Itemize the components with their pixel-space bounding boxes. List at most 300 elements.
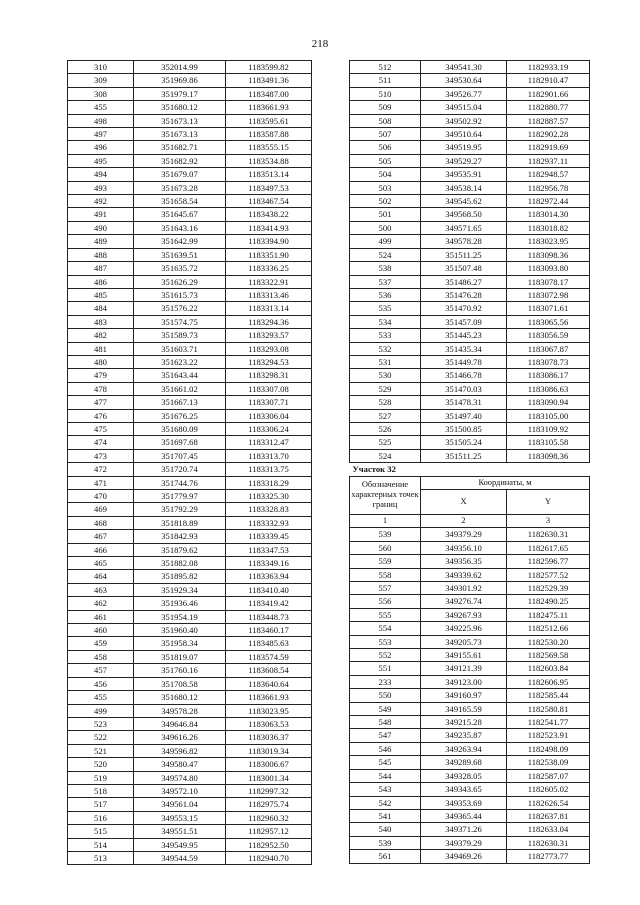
point-number-cell: 528 bbox=[350, 396, 421, 409]
coord-y-cell: 1183318.29 bbox=[226, 476, 312, 489]
table-row bbox=[68, 168, 312, 181]
point-number-cell: 465 bbox=[68, 557, 134, 570]
point-number-cell: 489 bbox=[68, 235, 134, 248]
coord-x-cell: 351936.46 bbox=[134, 597, 226, 610]
coord-x-cell: 351505.24 bbox=[421, 436, 507, 449]
coord-x-cell: 351476.28 bbox=[421, 288, 507, 301]
table-row bbox=[68, 74, 312, 87]
coord-x-cell: 351511.25 bbox=[421, 449, 507, 462]
coord-x-cell: 351667.13 bbox=[134, 396, 226, 409]
coord-y-cell: 1182960.32 bbox=[226, 811, 312, 824]
point-number-cell: 487 bbox=[68, 262, 134, 275]
table-row bbox=[68, 288, 312, 301]
coord-y-cell: 1182902.28 bbox=[507, 128, 590, 141]
table-row bbox=[68, 691, 312, 704]
coord-y-cell: 1182585.44 bbox=[507, 689, 590, 702]
coord-y-cell: 1182880.77 bbox=[507, 101, 590, 114]
table-row bbox=[350, 87, 590, 100]
point-number-cell: 482 bbox=[68, 329, 134, 342]
table-row bbox=[68, 851, 312, 864]
table-row bbox=[350, 61, 590, 74]
coord-y-cell: 1183574.59 bbox=[226, 650, 312, 663]
table-row bbox=[350, 783, 590, 796]
point-number-cell: 497 bbox=[68, 128, 134, 141]
header-num-2: 2 bbox=[421, 514, 507, 527]
table-row bbox=[350, 422, 590, 435]
coord-y-cell: 1183098.36 bbox=[507, 248, 590, 261]
point-number-cell: 547 bbox=[350, 729, 421, 742]
point-number-cell: 526 bbox=[350, 422, 421, 435]
point-number-cell: 310 bbox=[68, 61, 134, 74]
table-row bbox=[350, 329, 590, 342]
table-row bbox=[68, 664, 312, 677]
coord-x-cell: 351792.29 bbox=[134, 503, 226, 516]
coord-x-cell: 351445.23 bbox=[421, 329, 507, 342]
table-row bbox=[350, 101, 590, 114]
coord-y-cell: 1182887.57 bbox=[507, 114, 590, 127]
coord-y-cell: 1182596.77 bbox=[507, 555, 590, 568]
point-number-cell: 530 bbox=[350, 369, 421, 382]
point-number-cell: 478 bbox=[68, 382, 134, 395]
table-row bbox=[68, 449, 312, 462]
coord-x-cell: 351623.22 bbox=[134, 355, 226, 368]
point-number-cell: 553 bbox=[350, 635, 421, 648]
coord-x-cell: 351576.22 bbox=[134, 302, 226, 315]
table-row bbox=[350, 235, 590, 248]
coord-y-cell: 1183307.71 bbox=[226, 396, 312, 409]
point-number-cell: 549 bbox=[350, 702, 421, 715]
coord-y-cell: 1182569.58 bbox=[507, 649, 590, 662]
table-row bbox=[68, 758, 312, 771]
table-row bbox=[68, 503, 312, 516]
coord-y-cell: 1183661.93 bbox=[226, 691, 312, 704]
point-number-cell: 462 bbox=[68, 597, 134, 610]
table-row bbox=[68, 677, 312, 690]
coord-y-cell: 1183306.24 bbox=[226, 422, 312, 435]
coord-x-cell: 349263.94 bbox=[421, 742, 507, 755]
coord-x-cell: 351818.89 bbox=[134, 516, 226, 529]
point-number-cell: 503 bbox=[350, 181, 421, 194]
coord-y-cell: 1182587.07 bbox=[507, 769, 590, 782]
table-row bbox=[68, 181, 312, 194]
coord-x-cell: 349596.82 bbox=[134, 744, 226, 757]
coord-y-cell: 1182606.95 bbox=[507, 675, 590, 688]
coord-x-cell: 349572.10 bbox=[134, 784, 226, 797]
point-number-cell: 233 bbox=[350, 675, 421, 688]
coord-x-cell: 349371.26 bbox=[421, 823, 507, 836]
coord-x-cell: 349165.59 bbox=[421, 702, 507, 715]
coord-x-cell: 349356.35 bbox=[421, 555, 507, 568]
point-number-cell: 481 bbox=[68, 342, 134, 355]
table-row bbox=[68, 798, 312, 811]
coord-x-cell: 349551.51 bbox=[134, 825, 226, 838]
coord-y-cell: 1183322.91 bbox=[226, 275, 312, 288]
table-row bbox=[350, 608, 590, 621]
table-row bbox=[350, 769, 590, 782]
point-number-cell: 467 bbox=[68, 530, 134, 543]
coord-x-cell: 349578.28 bbox=[134, 704, 226, 717]
table-row bbox=[68, 141, 312, 154]
coord-x-cell: 349578.28 bbox=[421, 235, 507, 248]
coord-y-cell: 1182956.78 bbox=[507, 181, 590, 194]
coord-y-cell: 1183093.80 bbox=[507, 262, 590, 275]
point-number-cell: 529 bbox=[350, 382, 421, 395]
point-number-cell: 534 bbox=[350, 315, 421, 328]
table-row bbox=[350, 541, 590, 554]
table-row bbox=[68, 597, 312, 610]
table-row bbox=[68, 490, 312, 503]
table-row bbox=[68, 650, 312, 663]
header-x: X bbox=[421, 489, 507, 514]
coord-x-cell: 351697.68 bbox=[134, 436, 226, 449]
coord-y-cell: 1183071.61 bbox=[507, 302, 590, 315]
coord-y-cell: 1183351.90 bbox=[226, 248, 312, 261]
point-number-cell: 490 bbox=[68, 221, 134, 234]
point-number-cell: 504 bbox=[350, 168, 421, 181]
coord-x-cell: 349549.95 bbox=[134, 838, 226, 851]
coord-y-cell: 1183313.46 bbox=[226, 288, 312, 301]
point-number-cell: 474 bbox=[68, 436, 134, 449]
table-row bbox=[350, 675, 590, 688]
coord-y-cell: 1183448.73 bbox=[226, 610, 312, 623]
table-row bbox=[350, 315, 590, 328]
point-number-cell: 471 bbox=[68, 476, 134, 489]
coord-y-cell: 1183086.17 bbox=[507, 369, 590, 382]
coord-x-cell: 351680.12 bbox=[134, 101, 226, 114]
coord-x-cell: 349469.26 bbox=[421, 850, 507, 863]
coord-y-cell: 1182633.04 bbox=[507, 823, 590, 836]
coord-y-cell: 1183414.93 bbox=[226, 221, 312, 234]
table-row bbox=[350, 409, 590, 422]
coord-x-cell: 351643.44 bbox=[134, 369, 226, 382]
coord-x-cell: 349541.30 bbox=[421, 61, 507, 74]
table-row bbox=[68, 744, 312, 757]
coord-x-cell: 349568.50 bbox=[421, 208, 507, 221]
point-number-cell: 521 bbox=[68, 744, 134, 757]
table-row bbox=[350, 836, 590, 849]
coord-x-cell: 351979.17 bbox=[134, 87, 226, 100]
coord-x-cell: 351457.09 bbox=[421, 315, 507, 328]
table-row bbox=[68, 262, 312, 275]
table-row bbox=[350, 168, 590, 181]
coord-x-cell: 349339.62 bbox=[421, 568, 507, 581]
point-number-cell: 533 bbox=[350, 329, 421, 342]
table-row bbox=[68, 811, 312, 824]
table-row bbox=[350, 809, 590, 822]
table-row bbox=[350, 595, 590, 608]
coord-x-cell: 349502.92 bbox=[421, 114, 507, 127]
table-row bbox=[350, 141, 590, 154]
coord-y-cell: 1182952.50 bbox=[226, 838, 312, 851]
coord-x-cell: 349235.87 bbox=[421, 729, 507, 742]
table-row bbox=[350, 382, 590, 395]
section-title: Участок 32 bbox=[350, 463, 590, 476]
coord-x-cell: 351449.78 bbox=[421, 355, 507, 368]
point-number-cell: 552 bbox=[350, 649, 421, 662]
table-row bbox=[350, 662, 590, 675]
table-row bbox=[350, 396, 590, 409]
coord-x-cell: 351470.92 bbox=[421, 302, 507, 315]
coord-y-cell: 1183078.73 bbox=[507, 355, 590, 368]
table-row bbox=[350, 635, 590, 648]
coordinates-table-left bbox=[67, 60, 312, 865]
point-number-cell: 466 bbox=[68, 543, 134, 556]
point-number-cell: 473 bbox=[68, 449, 134, 462]
coord-y-cell: 1183332.93 bbox=[226, 516, 312, 529]
point-number-cell: 544 bbox=[350, 769, 421, 782]
coord-x-cell: 352014.99 bbox=[134, 61, 226, 74]
point-number-cell: 538 bbox=[350, 262, 421, 275]
point-number-cell: 511 bbox=[350, 74, 421, 87]
point-number-cell: 558 bbox=[350, 568, 421, 581]
coord-y-cell: 1183006.67 bbox=[226, 758, 312, 771]
point-number-cell: 483 bbox=[68, 315, 134, 328]
table-row bbox=[68, 717, 312, 730]
table-row bbox=[68, 624, 312, 637]
point-number-cell: 491 bbox=[68, 208, 134, 221]
coord-x-cell: 349205.73 bbox=[421, 635, 507, 648]
table-row bbox=[68, 396, 312, 409]
table-row bbox=[350, 622, 590, 635]
coord-y-cell: 1182972.44 bbox=[507, 195, 590, 208]
point-number-cell: 555 bbox=[350, 608, 421, 621]
point-number-cell: 523 bbox=[68, 717, 134, 730]
table-row bbox=[350, 74, 590, 87]
coord-y-cell: 1183608.54 bbox=[226, 664, 312, 677]
point-number-cell: 522 bbox=[68, 731, 134, 744]
coord-x-cell: 349545.62 bbox=[421, 195, 507, 208]
coord-x-cell: 351895.82 bbox=[134, 570, 226, 583]
coord-x-cell: 349155.61 bbox=[421, 649, 507, 662]
table-row bbox=[68, 530, 312, 543]
header-num-3: 3 bbox=[507, 514, 590, 527]
coord-x-cell: 349121.39 bbox=[421, 662, 507, 675]
coord-y-cell: 1183294.36 bbox=[226, 315, 312, 328]
point-number-cell: 527 bbox=[350, 409, 421, 422]
table-row bbox=[350, 195, 590, 208]
coord-y-cell: 1183394.90 bbox=[226, 235, 312, 248]
coord-y-cell: 1183018.82 bbox=[507, 221, 590, 234]
coord-x-cell: 351679.07 bbox=[134, 168, 226, 181]
coord-x-cell: 351603.71 bbox=[134, 342, 226, 355]
table-row bbox=[68, 784, 312, 797]
coord-y-cell: 1182498.09 bbox=[507, 742, 590, 755]
coord-y-cell: 1183312.47 bbox=[226, 436, 312, 449]
table-row bbox=[350, 756, 590, 769]
point-number-cell: 499 bbox=[350, 235, 421, 248]
table-row bbox=[68, 422, 312, 435]
coord-x-cell: 349343.65 bbox=[421, 783, 507, 796]
coord-x-cell: 349538.14 bbox=[421, 181, 507, 194]
coord-y-cell: 1183023.95 bbox=[507, 235, 590, 248]
coord-y-cell: 1183307.08 bbox=[226, 382, 312, 395]
point-number-cell: 505 bbox=[350, 154, 421, 167]
point-number-cell: 495 bbox=[68, 154, 134, 167]
point-number-cell: 486 bbox=[68, 275, 134, 288]
coord-y-cell: 1183313.75 bbox=[226, 463, 312, 476]
point-number-cell: 543 bbox=[350, 783, 421, 796]
coord-x-cell: 351470.03 bbox=[421, 382, 507, 395]
coord-x-cell: 349160.97 bbox=[421, 689, 507, 702]
coord-y-cell: 1182637.81 bbox=[507, 809, 590, 822]
coord-x-cell: 349544.59 bbox=[134, 851, 226, 864]
coord-x-cell: 349535.91 bbox=[421, 168, 507, 181]
point-number-cell: 463 bbox=[68, 583, 134, 596]
coord-y-cell: 1183347.53 bbox=[226, 543, 312, 556]
table-row bbox=[350, 649, 590, 662]
point-number-cell: 520 bbox=[68, 758, 134, 771]
table-row bbox=[350, 128, 590, 141]
point-number-cell: 456 bbox=[68, 677, 134, 690]
point-number-cell: 519 bbox=[68, 771, 134, 784]
table-row bbox=[68, 208, 312, 221]
coord-y-cell: 1183349.16 bbox=[226, 557, 312, 570]
table-row bbox=[68, 476, 312, 489]
table-row bbox=[350, 262, 590, 275]
point-number-cell: 480 bbox=[68, 355, 134, 368]
coord-x-cell: 351779.97 bbox=[134, 490, 226, 503]
coord-x-cell: 349379.29 bbox=[421, 528, 507, 541]
coord-y-cell: 1183056.59 bbox=[507, 329, 590, 342]
coord-y-cell: 1183019.34 bbox=[226, 744, 312, 757]
point-number-cell: 502 bbox=[350, 195, 421, 208]
coord-y-cell: 1183661.93 bbox=[226, 101, 312, 114]
coord-y-cell: 1183072.98 bbox=[507, 288, 590, 301]
point-number-cell: 541 bbox=[350, 809, 421, 822]
table-row bbox=[68, 583, 312, 596]
header-coordinates: Координаты, м bbox=[421, 476, 590, 489]
coord-x-cell: 351882.08 bbox=[134, 557, 226, 570]
coord-x-cell: 349225.96 bbox=[421, 622, 507, 635]
table-row bbox=[68, 409, 312, 422]
coord-x-cell: 349580.47 bbox=[134, 758, 226, 771]
coord-x-cell: 349276.74 bbox=[421, 595, 507, 608]
coord-y-cell: 1183063.53 bbox=[226, 717, 312, 730]
coord-y-cell: 1183086.63 bbox=[507, 382, 590, 395]
table-row bbox=[68, 731, 312, 744]
coord-y-cell: 1183001.34 bbox=[226, 771, 312, 784]
point-number-cell: 484 bbox=[68, 302, 134, 315]
coord-x-cell: 351497.40 bbox=[421, 409, 507, 422]
coord-y-cell: 1182538.09 bbox=[507, 756, 590, 769]
point-number-cell: 461 bbox=[68, 610, 134, 623]
table-row bbox=[68, 342, 312, 355]
point-number-cell: 560 bbox=[350, 541, 421, 554]
coord-y-cell: 1183023.95 bbox=[226, 704, 312, 717]
point-number-cell: 500 bbox=[350, 221, 421, 234]
point-number-cell: 524 bbox=[350, 449, 421, 462]
coord-x-cell: 351676.25 bbox=[134, 409, 226, 422]
point-number-cell: 470 bbox=[68, 490, 134, 503]
table-row bbox=[350, 342, 590, 355]
coord-y-cell: 1183555.15 bbox=[226, 141, 312, 154]
coord-x-cell: 351842.93 bbox=[134, 530, 226, 543]
coord-x-cell: 351720.74 bbox=[134, 463, 226, 476]
point-number-cell: 475 bbox=[68, 422, 134, 435]
coord-y-cell: 1183513.14 bbox=[226, 168, 312, 181]
point-number-cell: 514 bbox=[68, 838, 134, 851]
table-row bbox=[350, 568, 590, 581]
header-row bbox=[350, 476, 590, 489]
coord-y-cell: 1183587.88 bbox=[226, 128, 312, 141]
coord-y-cell: 1182919.69 bbox=[507, 141, 590, 154]
point-number-cell: 457 bbox=[68, 664, 134, 677]
point-number-cell: 506 bbox=[350, 141, 421, 154]
coord-x-cell: 351954.19 bbox=[134, 610, 226, 623]
coord-y-cell: 1183067.87 bbox=[507, 342, 590, 355]
point-number-cell: 507 bbox=[350, 128, 421, 141]
table-row bbox=[68, 61, 312, 74]
table-row bbox=[350, 302, 590, 315]
coord-y-cell: 1182626.54 bbox=[507, 796, 590, 809]
header-numbers-row bbox=[350, 514, 590, 527]
table-row bbox=[68, 463, 312, 476]
table-row bbox=[350, 208, 590, 221]
coord-y-cell: 1183036.37 bbox=[226, 731, 312, 744]
table-row bbox=[350, 742, 590, 755]
coord-x-cell: 351589.73 bbox=[134, 329, 226, 342]
coord-y-cell: 1182630.31 bbox=[507, 528, 590, 541]
coord-x-cell: 351682.71 bbox=[134, 141, 226, 154]
table-row bbox=[68, 195, 312, 208]
coord-x-cell: 351673.13 bbox=[134, 114, 226, 127]
coord-x-cell: 349365.44 bbox=[421, 809, 507, 822]
coord-y-cell: 1182580.81 bbox=[507, 702, 590, 715]
coord-x-cell: 349646.84 bbox=[134, 717, 226, 730]
table-row bbox=[68, 315, 312, 328]
coord-y-cell: 1183339.45 bbox=[226, 530, 312, 543]
point-number-cell: 496 bbox=[68, 141, 134, 154]
table-row bbox=[68, 610, 312, 623]
point-number-cell: 550 bbox=[350, 689, 421, 702]
coord-x-cell: 351682.92 bbox=[134, 154, 226, 167]
coord-x-cell: 351478.31 bbox=[421, 396, 507, 409]
table-row bbox=[350, 436, 590, 449]
point-number-cell: 516 bbox=[68, 811, 134, 824]
point-number-cell: 510 bbox=[350, 87, 421, 100]
coord-y-cell: 1183109.92 bbox=[507, 422, 590, 435]
coord-x-cell: 349353.69 bbox=[421, 796, 507, 809]
point-number-cell: 509 bbox=[350, 101, 421, 114]
coord-y-cell: 1183491.36 bbox=[226, 74, 312, 87]
coord-y-cell: 1182577.52 bbox=[507, 568, 590, 581]
point-number-cell: 561 bbox=[350, 850, 421, 863]
coord-y-cell: 1183293.08 bbox=[226, 342, 312, 355]
section-row bbox=[350, 463, 590, 476]
coord-x-cell: 351958.34 bbox=[134, 637, 226, 650]
table-row bbox=[68, 369, 312, 382]
point-number-cell: 498 bbox=[68, 114, 134, 127]
coord-x-cell: 351642.99 bbox=[134, 235, 226, 248]
table-row bbox=[350, 528, 590, 541]
coord-x-cell: 351615.73 bbox=[134, 288, 226, 301]
table-row bbox=[68, 637, 312, 650]
coord-y-cell: 1183487.00 bbox=[226, 87, 312, 100]
coord-x-cell: 349529.27 bbox=[421, 154, 507, 167]
table-row bbox=[68, 704, 312, 717]
table-row bbox=[350, 582, 590, 595]
point-number-cell: 539 bbox=[350, 836, 421, 849]
coord-x-cell: 349530.64 bbox=[421, 74, 507, 87]
point-number-cell: 308 bbox=[68, 87, 134, 100]
coord-y-cell: 1182910.47 bbox=[507, 74, 590, 87]
coord-y-cell: 1183534.88 bbox=[226, 154, 312, 167]
coord-y-cell: 1182940.70 bbox=[226, 851, 312, 864]
table-row bbox=[68, 382, 312, 395]
coord-y-cell: 1182530.20 bbox=[507, 635, 590, 648]
point-number-cell: 537 bbox=[350, 275, 421, 288]
coord-y-cell: 1183640.64 bbox=[226, 677, 312, 690]
